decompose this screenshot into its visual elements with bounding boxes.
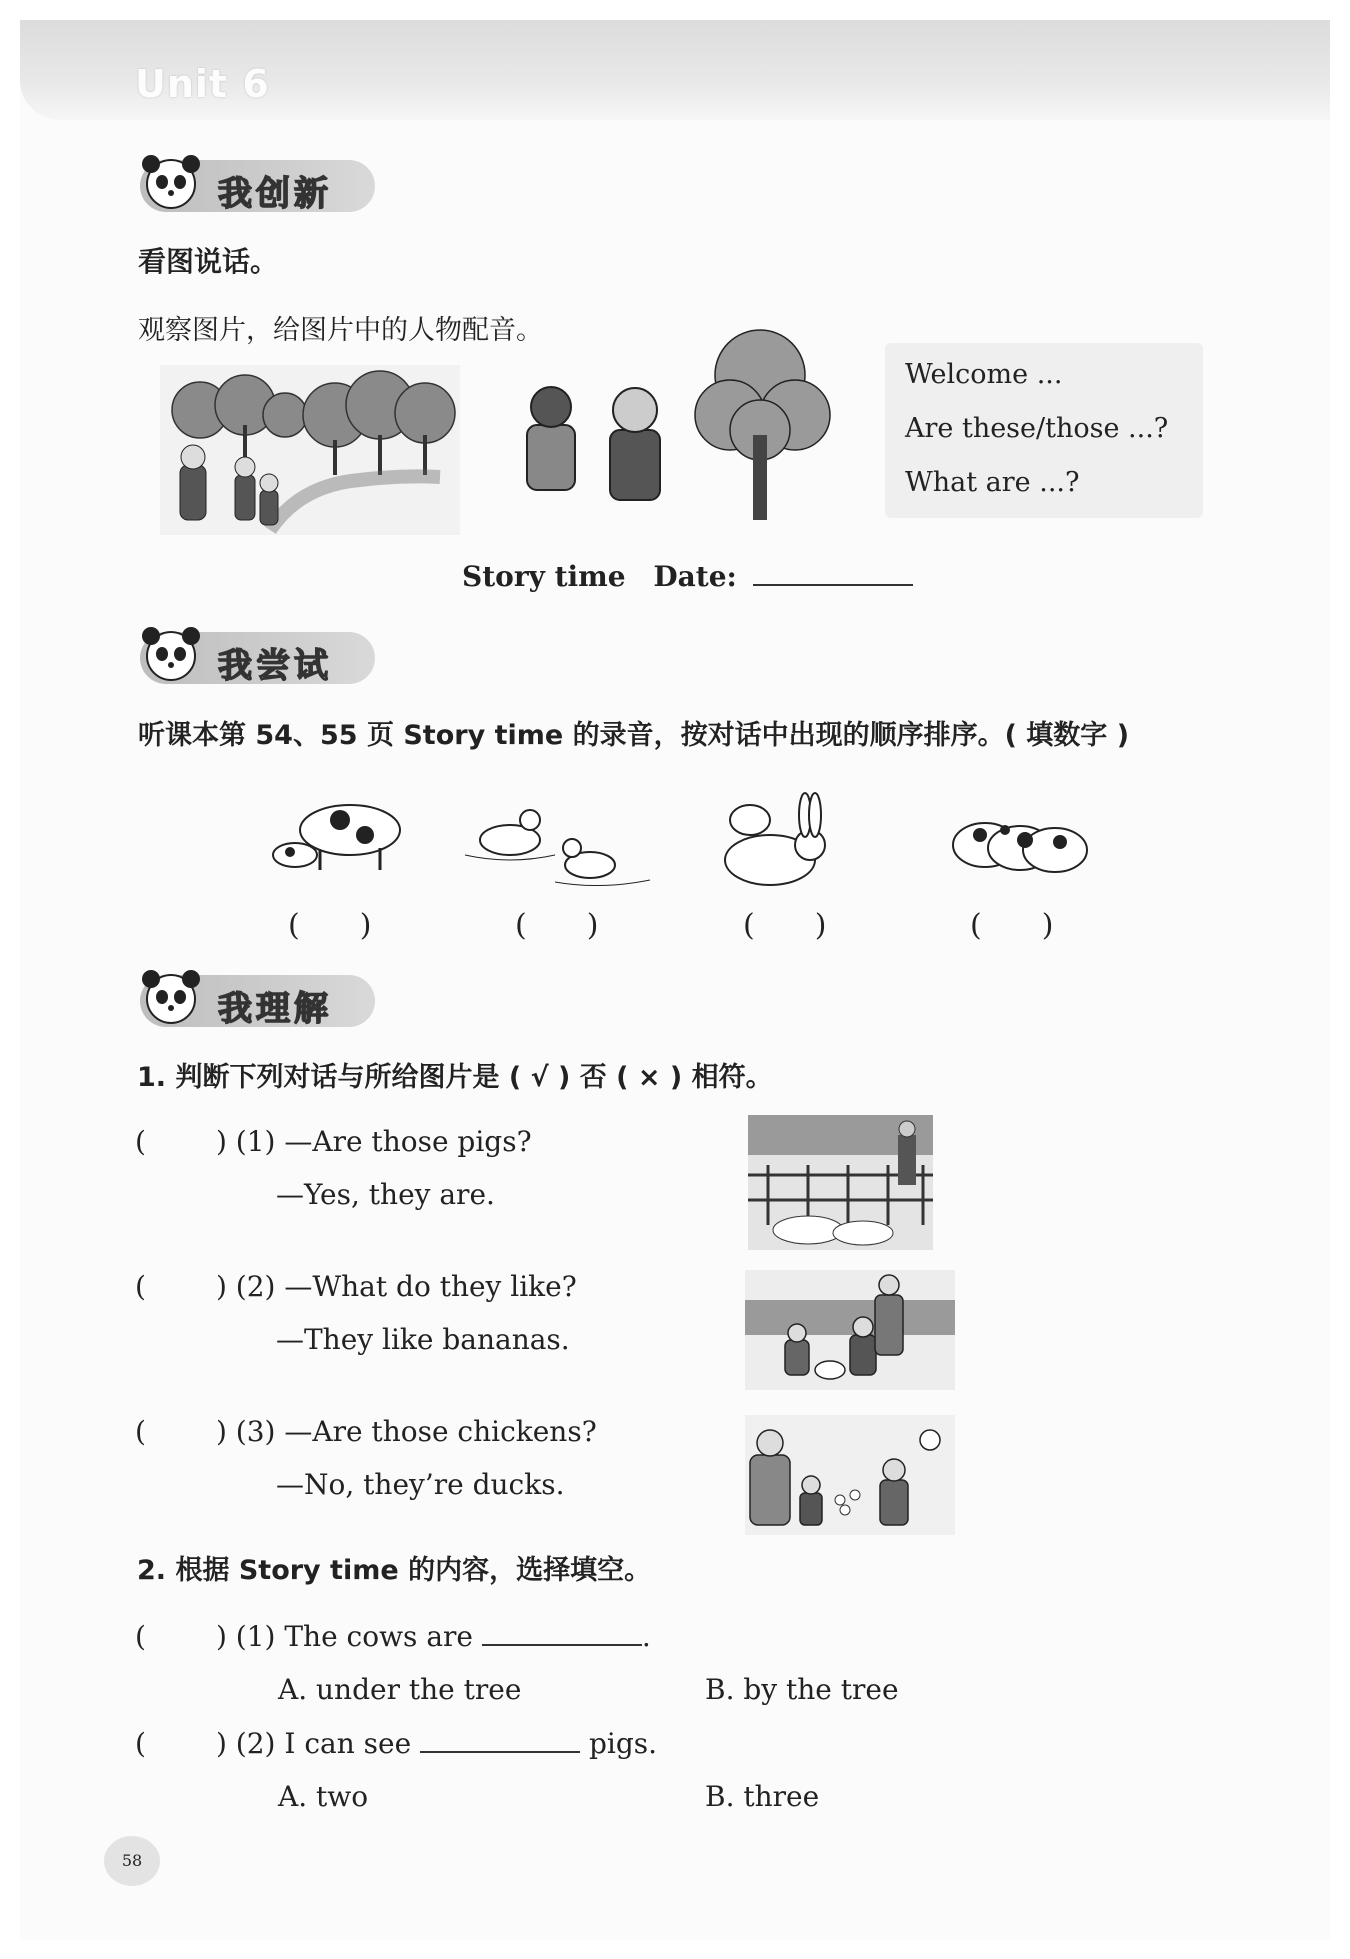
section-badge-label: 我创新: [218, 174, 332, 214]
answer-paren-3[interactable]: ( ): [743, 908, 827, 943]
answer-paren-2[interactable]: ( ): [515, 908, 599, 943]
item-number: (1): [235, 1620, 276, 1653]
dialog-line-1: —Are those pigs?: [284, 1125, 532, 1158]
animals-tree-picture: [505, 315, 845, 525]
q2-item-1: ( ) (1) The cows are .: [135, 1620, 651, 1653]
rabbits-kids-picture: [745, 1270, 955, 1390]
answer-paren[interactable]: (: [135, 1727, 146, 1760]
cow-picture: [260, 790, 410, 875]
answer-paren[interactable]: (: [135, 1620, 146, 1653]
date-label: Date:: [653, 560, 737, 593]
section-badge-label: 我理解: [218, 989, 332, 1029]
q1-item-2-reply: —They like bananas.: [276, 1323, 570, 1356]
q2-title: 2. 根据 Story time 的内容，选择填空。: [137, 1555, 652, 1586]
innovate-instruction: 观察图片，给图片中的人物配音。: [138, 315, 543, 346]
answer-paren-4[interactable]: ( ): [970, 908, 1054, 943]
q1-item-1-reply: —Yes, they are.: [276, 1178, 495, 1211]
fill-blank[interactable]: [482, 1644, 642, 1646]
prompt-3: What are ...?: [905, 467, 1080, 498]
pigs-fence-picture: [748, 1115, 933, 1250]
answer-paren[interactable]: (: [135, 1125, 146, 1158]
pig-picture: [945, 800, 1095, 880]
q1-title: 1. 判断下列对话与所给图片是 ( √ ) 否 ( × ) 相符。: [137, 1062, 773, 1093]
date-blank[interactable]: [753, 584, 913, 586]
fill-blank[interactable]: [420, 1751, 580, 1753]
item-number: (3): [235, 1415, 276, 1448]
q2-item-1-option-a[interactable]: A. under the tree: [278, 1673, 522, 1706]
story-time-label: [462, 560, 913, 593]
ducks-kids-picture: [745, 1415, 955, 1535]
dialog-line-1: —What do they like?: [284, 1270, 577, 1303]
question-stem: The cows are: [284, 1620, 473, 1653]
section-badge-label: 我尝试: [218, 646, 332, 686]
item-number: (2): [235, 1270, 276, 1303]
q1-item-3: ( ) (3) —Are those chickens?: [135, 1415, 597, 1448]
prompt-1: Welcome ...: [905, 359, 1063, 390]
q1-item-1: ( ) (1) —Are those pigs?: [135, 1125, 532, 1158]
page-number: 58: [104, 1836, 160, 1886]
try-instruction: 听课本第 54、55 页 Story time 的录音，按对话中出现的顺序排序。( 填数字 ): [138, 720, 1130, 751]
dialog-line-1: —Are those chickens?: [284, 1415, 597, 1448]
panda-icon: [136, 146, 206, 216]
q2-item-2-option-a[interactable]: A. two: [278, 1780, 369, 1813]
q1-item-2: ( ) (2) —What do they like?: [135, 1270, 577, 1303]
rabbit-picture: [715, 785, 845, 890]
q2-item-2-option-b[interactable]: B. three: [705, 1780, 820, 1813]
panda-icon: [136, 961, 206, 1031]
panda-icon: [136, 618, 206, 688]
prompt-2: Are these/those ...?: [905, 413, 1169, 444]
speech-prompt-box: [885, 343, 1203, 518]
section-badge-try: [140, 632, 375, 684]
section-badge-understand: [140, 975, 375, 1027]
q2-item-2: ( ) (2) I can see pigs.: [135, 1727, 658, 1760]
answer-paren[interactable]: (: [135, 1270, 146, 1303]
answer-paren[interactable]: (: [135, 1415, 146, 1448]
question-stem-end: pigs.: [588, 1727, 658, 1760]
duck-picture: [460, 800, 660, 890]
question-stem-end: .: [641, 1620, 651, 1653]
innovate-heading: 看图说话。: [138, 245, 279, 278]
item-number: (1): [235, 1125, 276, 1158]
q2-item-1-option-b[interactable]: B. by the tree: [705, 1673, 899, 1706]
question-stem: I can see: [284, 1727, 412, 1760]
unit-label: Unit 6: [135, 62, 270, 106]
section-badge-innovate: [140, 160, 375, 212]
orchard-picture: [160, 365, 460, 535]
item-number: (2): [235, 1727, 276, 1760]
q1-item-3-reply: —No, they’re ducks.: [276, 1468, 565, 1501]
answer-paren-1[interactable]: ( ): [288, 908, 372, 943]
story-time-text: Story time: [462, 560, 626, 593]
